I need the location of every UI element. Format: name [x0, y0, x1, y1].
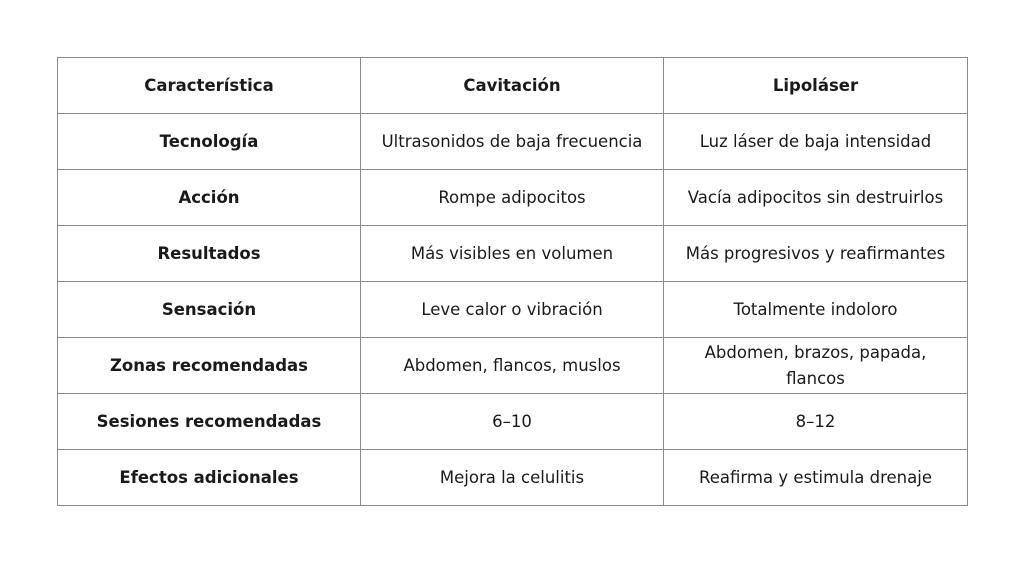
lipolaser-cell: Más progresivos y reafirmantes — [664, 226, 968, 282]
header-cavitacion: Cavitación — [361, 58, 664, 114]
table-row — [58, 338, 968, 394]
lipolaser-cell: Reafirma y estimula drenaje — [664, 450, 968, 506]
table-row — [58, 170, 968, 226]
table-row — [58, 114, 968, 170]
cavitacion-cell: Más visibles en volumen — [361, 226, 664, 282]
header-caracteristica: Característica — [58, 58, 361, 114]
cavitacion-cell: Rompe adipocitos — [361, 170, 664, 226]
lipolaser-cell: 8–12 — [664, 394, 968, 450]
table-row — [58, 226, 968, 282]
lipolaser-cell: Luz láser de baja intensidad — [664, 114, 968, 170]
row-label: Acción — [58, 170, 361, 226]
table-row — [58, 394, 968, 450]
row-label: Efectos adicionales — [58, 450, 361, 506]
comparison-table — [57, 57, 968, 506]
lipolaser-cell: Totalmente indoloro — [664, 282, 968, 338]
row-label: Resultados — [58, 226, 361, 282]
table-row — [58, 450, 968, 506]
cavitacion-cell: Leve calor o vibración — [361, 282, 664, 338]
row-label: Zonas recomendadas — [58, 338, 361, 394]
table-header-row — [58, 58, 968, 114]
lipolaser-cell: Abdomen, brazos, papada, flancos — [664, 338, 968, 394]
row-label: Sensación — [58, 282, 361, 338]
header-lipolaser: Lipoláser — [664, 58, 968, 114]
cavitacion-cell: 6–10 — [361, 394, 664, 450]
row-label: Tecnología — [58, 114, 361, 170]
lipolaser-cell: Vacía adipocitos sin destruirlos — [664, 170, 968, 226]
row-label: Sesiones recomendadas — [58, 394, 361, 450]
cavitacion-cell: Abdomen, flancos, muslos — [361, 338, 664, 394]
cavitacion-cell: Ultrasonidos de baja frecuencia — [361, 114, 664, 170]
table-row — [58, 282, 968, 338]
cavitacion-cell: Mejora la celulitis — [361, 450, 664, 506]
